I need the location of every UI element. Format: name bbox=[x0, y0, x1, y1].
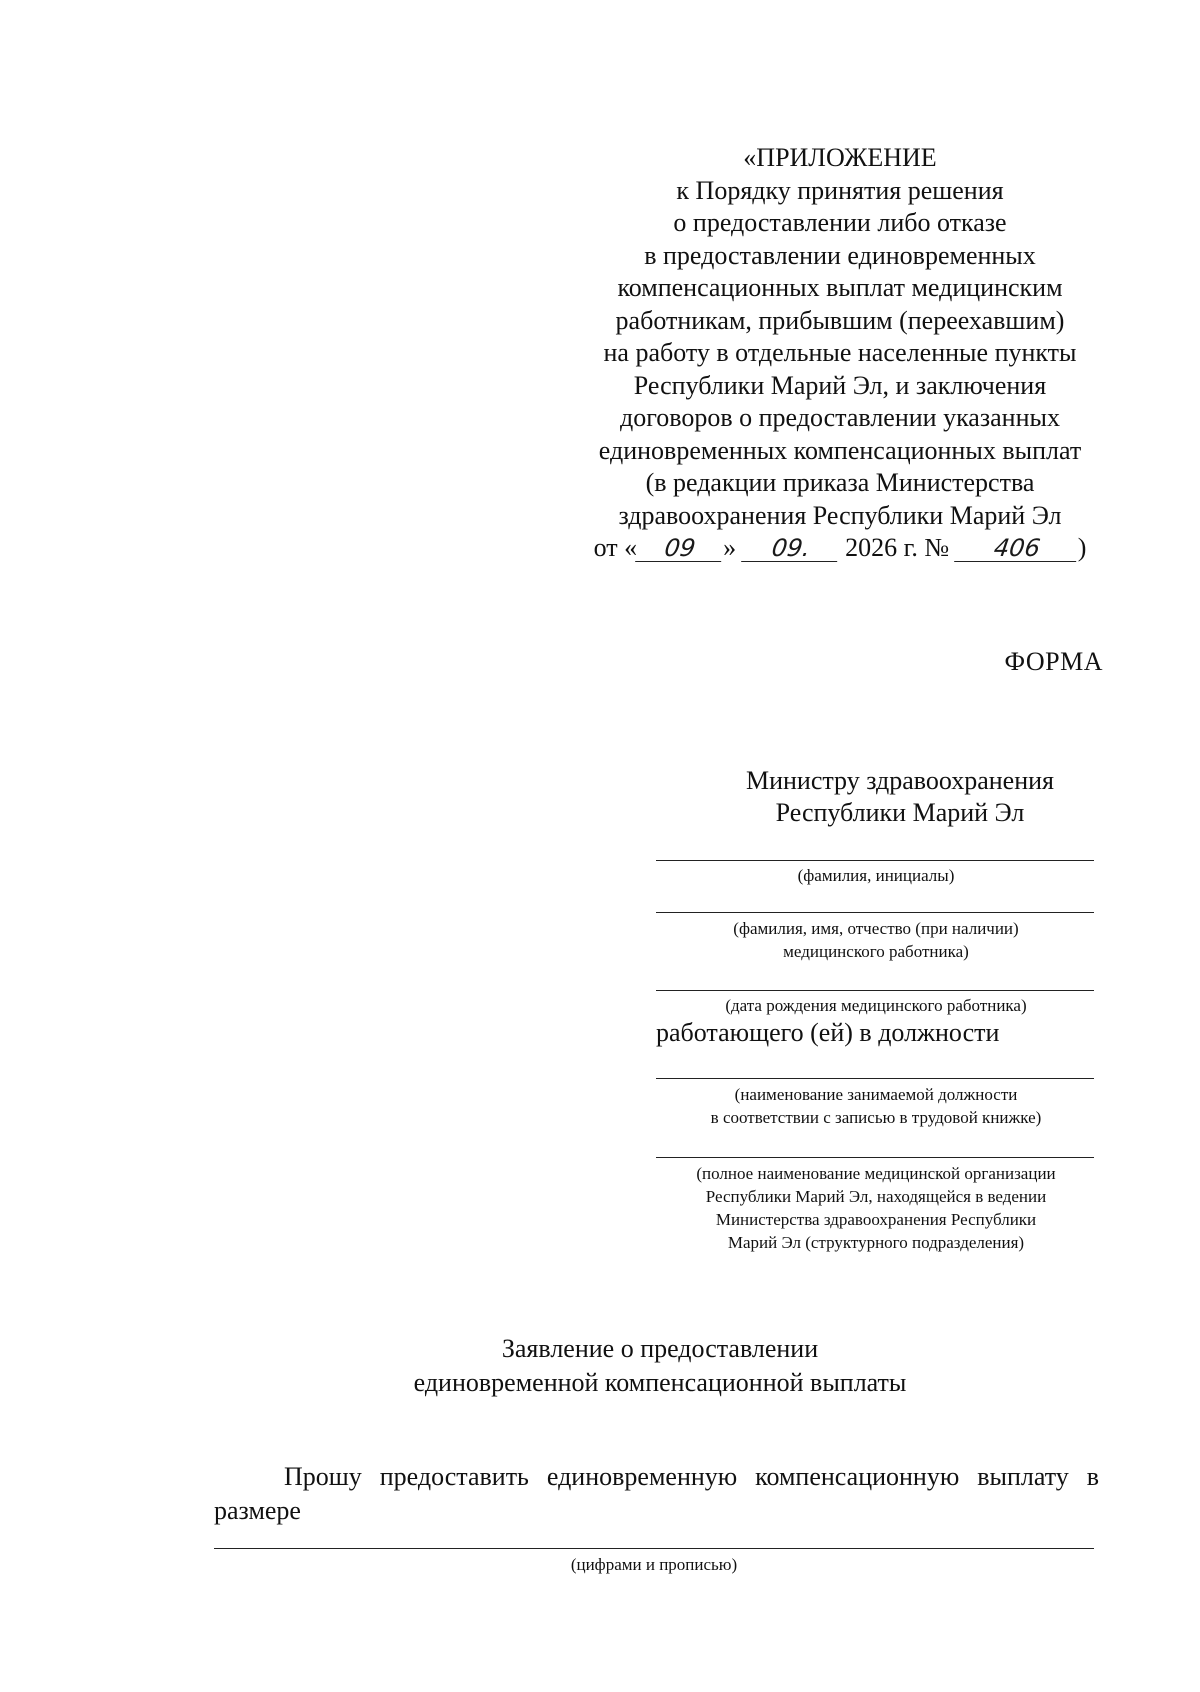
caption-line: Министерства здравоохранения Республики bbox=[715, 1210, 1037, 1229]
position-line[interactable] bbox=[656, 1078, 1094, 1079]
birth-date-caption bbox=[646, 994, 1106, 1017]
statement-title-line: единовременной компенсационной выплаты bbox=[413, 1368, 907, 1397]
appendix-line: к Порядку принятия решения bbox=[676, 175, 1004, 205]
appendix-line: на работу в отдельные населенные пункты bbox=[603, 338, 1077, 367]
appendix-header bbox=[560, 142, 1120, 565]
birth-date-line[interactable] bbox=[656, 990, 1094, 991]
appendix-line: компенсационных выплат медицинским bbox=[617, 273, 1063, 302]
statement-body: Прошу предоставить единовременную компенсационную выплату в размере bbox=[214, 1462, 1099, 1525]
addressee-block bbox=[652, 765, 1148, 829]
appendix-line: единовременных компенсационных выплат bbox=[598, 435, 1082, 465]
appendix-line: о предоставлении либо отказе bbox=[673, 208, 1007, 237]
date-suffix: ) bbox=[1077, 533, 1087, 562]
statement-title bbox=[300, 1332, 1020, 1400]
position-label: работающего (ей) в должности bbox=[656, 1018, 1000, 1047]
amount-line[interactable] bbox=[214, 1548, 1094, 1549]
addressee-line: Министру здравоохранения bbox=[745, 766, 1055, 795]
appendix-line: работникам, прибывшим (переехавшим) bbox=[615, 305, 1065, 335]
order-date-line bbox=[560, 532, 1120, 565]
appendix-line: «ПРИЛОЖЕНИЕ bbox=[743, 143, 937, 172]
caption-line: медицинского работника) bbox=[783, 942, 969, 961]
appendix-line: договоров о предоставлении указанных bbox=[620, 403, 1060, 432]
appendix-line: здравоохранения Республики Марий Эл bbox=[618, 500, 1062, 530]
addressee-line: Республики Марий Эл bbox=[775, 798, 1025, 827]
minister-name-line[interactable] bbox=[656, 860, 1094, 861]
caption-line: (наименование занимаемой должности bbox=[734, 1085, 1018, 1104]
date-prefix: от « bbox=[593, 533, 638, 562]
appendix-line: в предоставлении единовременных bbox=[644, 240, 1036, 270]
minister-name-caption bbox=[646, 864, 1106, 887]
organization-caption bbox=[646, 1162, 1106, 1254]
caption-line: (дата рождения медицинского работника) bbox=[725, 996, 1027, 1015]
worker-name-line[interactable] bbox=[656, 912, 1094, 913]
caption-line: (фамилия, имя, отчество (при наличии) bbox=[733, 919, 1019, 938]
worker-name-caption bbox=[646, 917, 1106, 963]
appendix-line: Республики Марий Эл, и заключения bbox=[633, 370, 1047, 400]
caption-line: (полное наименование медицинской организации bbox=[696, 1164, 1056, 1183]
appendix-line: (в редакции приказа Министерства bbox=[645, 468, 1035, 497]
amount-caption: (цифрами и прописью) bbox=[570, 1555, 738, 1574]
caption-line: в соответствии с записью в трудовой книжке) bbox=[710, 1108, 1042, 1127]
date-year-number-label: 2026 г. № bbox=[845, 533, 950, 562]
caption-line: (фамилия, инициалы) bbox=[797, 866, 955, 885]
handwritten-order-number: 406 bbox=[954, 535, 1080, 562]
statement-title-line: Заявление о предоставлении bbox=[501, 1334, 819, 1363]
caption-line: Марий Эл (структурного подразделения) bbox=[727, 1233, 1025, 1252]
handwritten-day: 09 bbox=[635, 535, 725, 562]
organization-line[interactable] bbox=[656, 1157, 1094, 1158]
caption-line: Республики Марий Эл, находящейся в ведении bbox=[705, 1187, 1047, 1206]
handwritten-month: 09. bbox=[741, 535, 841, 562]
date-quote-close: » bbox=[723, 533, 737, 562]
position-caption bbox=[646, 1083, 1106, 1129]
form-label: ФОРМА bbox=[1004, 647, 1103, 676]
